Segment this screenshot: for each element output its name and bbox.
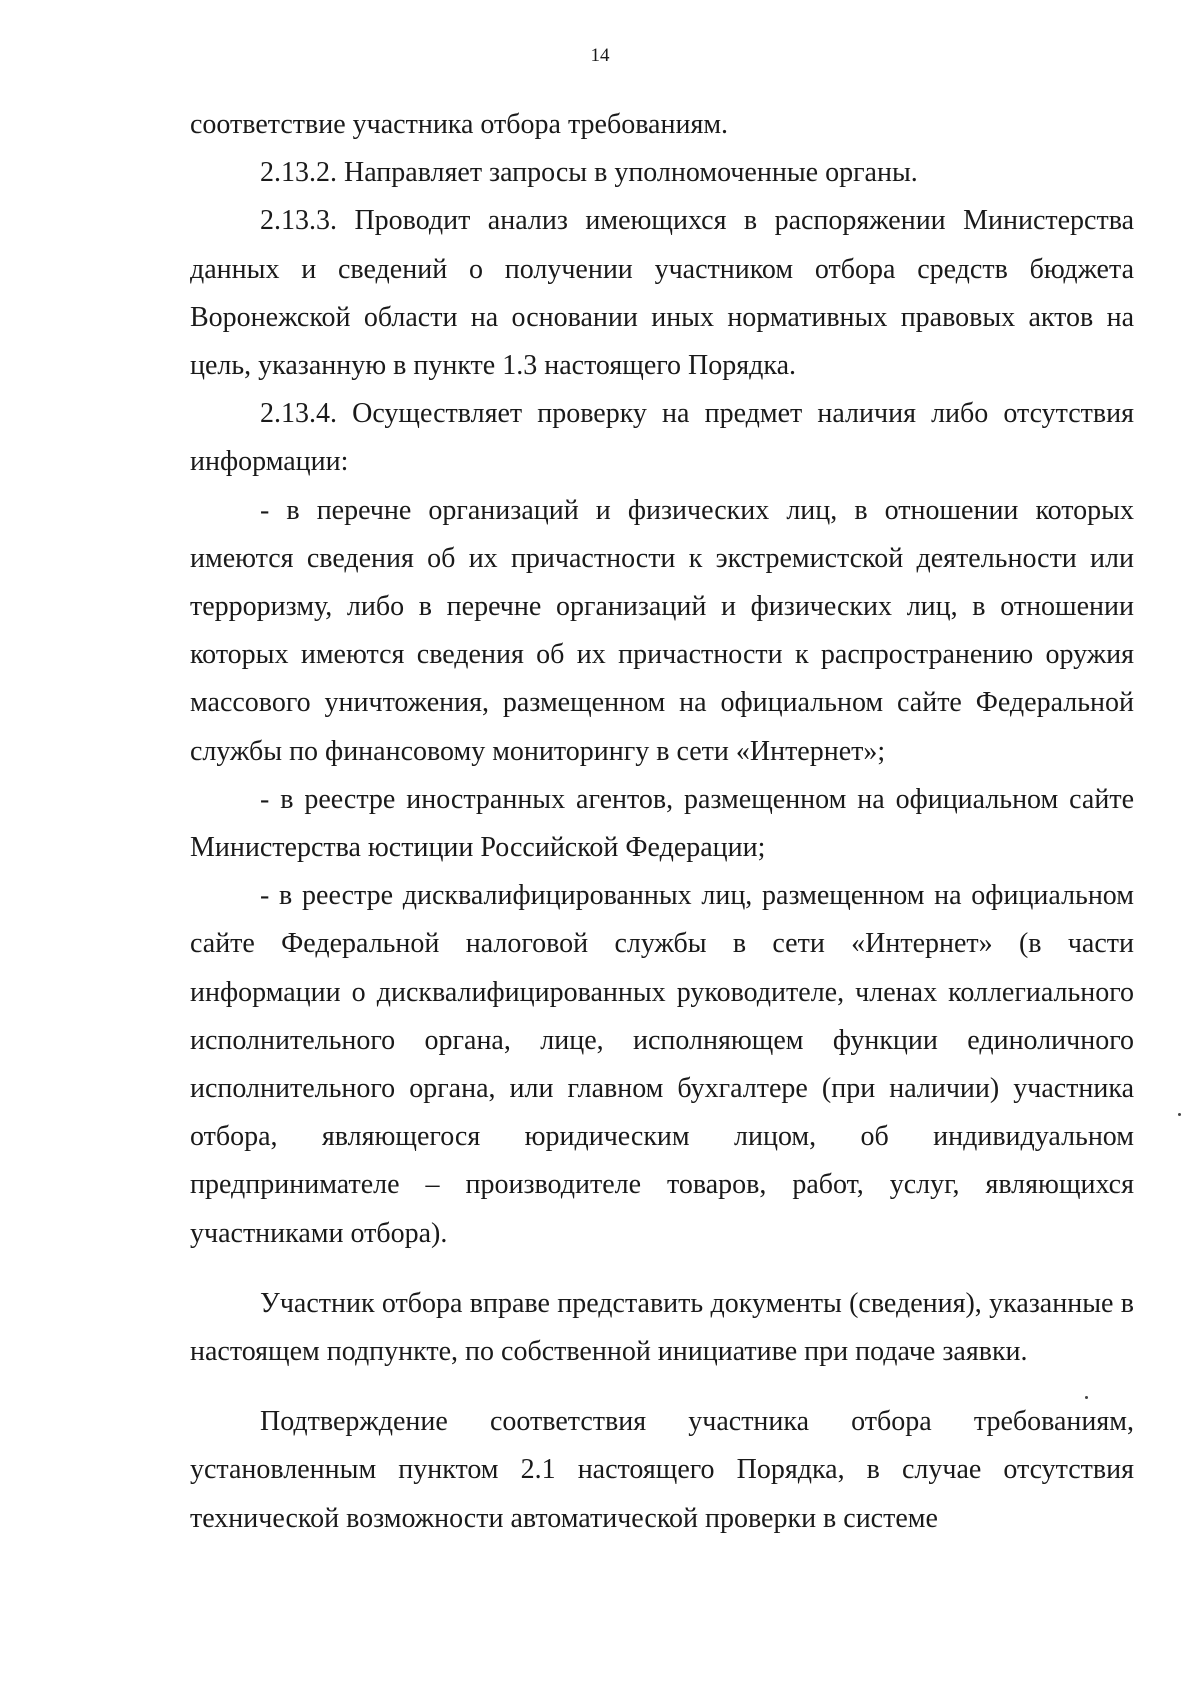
list-item-extremism-register: - в перечне организаций и физических лиц, в отношении которых имеются сведения об их причастности к экстремистской деятельности или терроризму, либо в перечне организаций и физических лиц, в отношении которых имеются сведения об их причастности к распространению оружия массового уничтожения, размещенном на официальном сайте Федеральной службы по финансовому мониторингу в сети «Интернет»; [190,494,1134,767]
page-number: 14 [590,45,610,66]
list-item-foreign-agents-register: - в реестре иностранных агентов, размещенном на официальном сайте Министерства юстиции Российской Федерации; [190,783,1134,864]
paragraph-2-13-3: 2.13.3. Проводит анализ имеющихся в распоряжении Министерства данных и сведений о получении участником отбора средств бюджета Воронежской области на основании иных нормативных правовых актов на цель, указанную в пункте 1.3 настоящего Порядка. [190,205,1134,382]
list-item-disqualified-persons-register: - в реестре дисквалифицированных лиц, размещенном на официальном сайте Федеральной налоговой службы в сети «Интернет» (в части информации о дисквалифицированных руководителе, членах коллегиального исполнительного органа, лице, исполняющем функции единоличного исполнительного органа, или главном бухгалтере (при наличии) участника отбора, являющегося юридическим лицом, об индивидуальном предпринимателе – производителе товаров, работ, услуг, являющихся участниками отбора). [190,880,1134,1249]
scan-speck [1178,1113,1181,1116]
scan-speck [1085,1396,1088,1399]
paragraph-participant-documents: Участник отбора вправе представить документы (сведения), указанные в настоящем подпункте, по собственной инициативе при подаче заявки. [190,1287,1134,1368]
paragraph-2-13-2: 2.13.2. Направляет запросы в уполномоченные органы. [260,157,918,189]
paragraph-2-13-4: 2.13.4. Осуществляет проверку на предмет наличия либо отсутствия информации: [190,398,1134,478]
document-body [190,101,1134,1543]
paragraph-continuation: соответствие участника отбора требованиям. [190,109,729,140]
paragraph-confirmation: Подтверждение соответствия участника отбора требованиям, установленным пунктом 2.1 настоящего Порядка, в случае отсутствия технической возможности автоматической проверки в системе [190,1406,1134,1534]
